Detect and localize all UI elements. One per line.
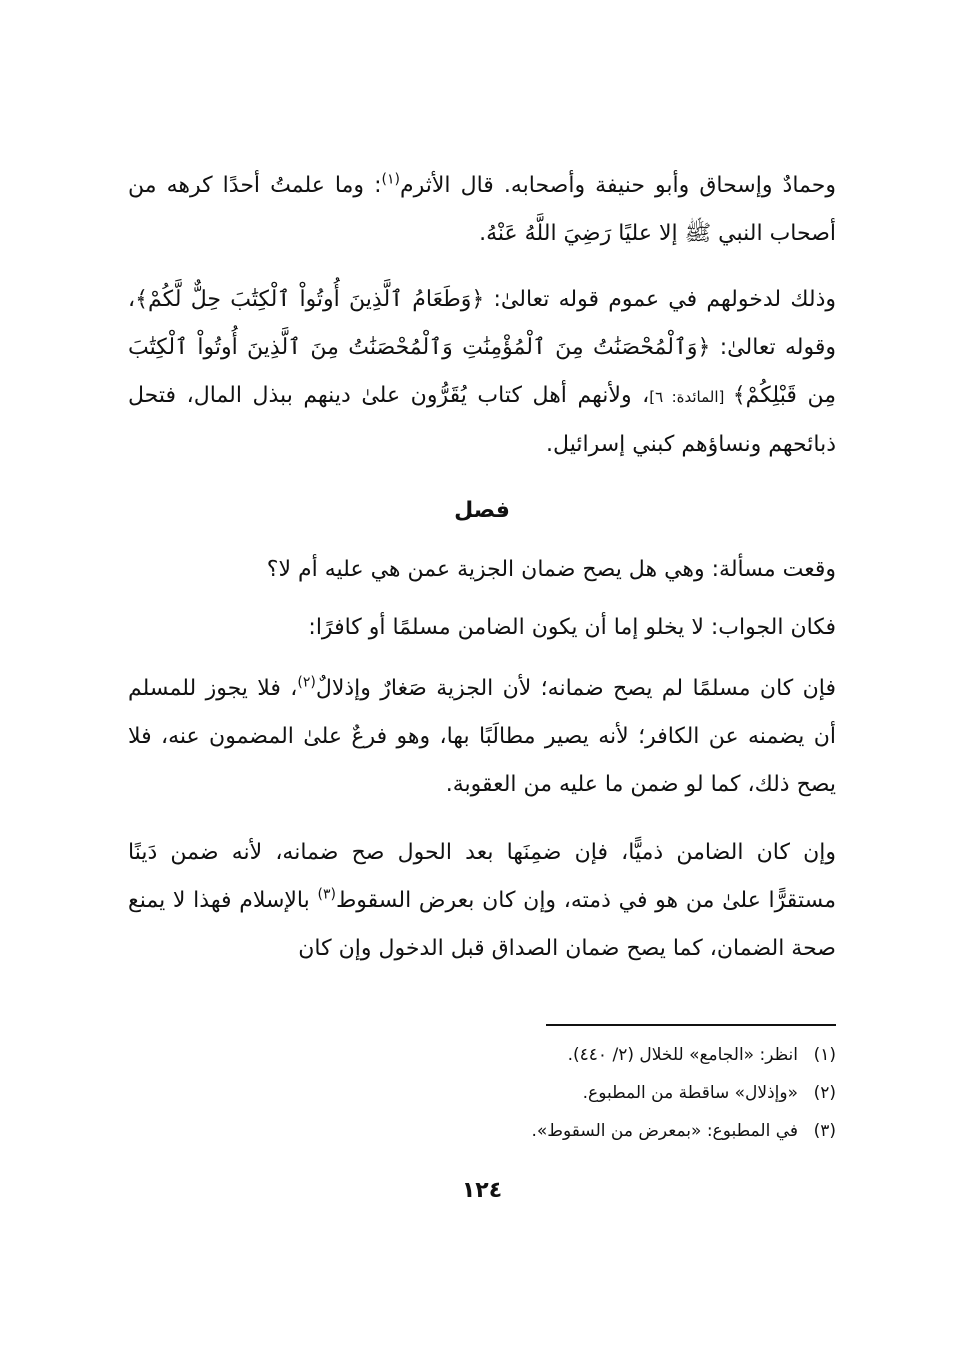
paragraph-5-text-b: ، فلا يجوز للمسلم أن يضمنه عن الكافر؛ لأنه يصير مطالَبًا بها، وهو فرعٌ علىٰ المضمون عنه، فلا يصح ذلك، كما لو ضمن ما عليه من العقوبة. (128, 676, 836, 797)
footnote-2 (128, 1074, 836, 1112)
quran-verse-2: ﴿وَٱلْمُحْصَنَٰتُ مِنَ ٱلْمُؤْمِنَٰتِ وَٱلْمُحْصَنَٰتُ مِنَ ٱلَّذِينَ أُوتُواْ ٱلْكِتَٰبَ مِن قَبْلِكُمْ﴾ (128, 335, 836, 408)
paragraph-2-outro: ، ولأنهم أهل كتاب يُقَرُّون علىٰ دينهم ببذل المال، فتحل ذبائحهم ونساؤهم كبني إسرائيل. (128, 383, 836, 457)
paragraph-2-intro: وذلك لدخولهم في عموم قوله تعالىٰ: (484, 287, 836, 312)
footnote-text: في المطبوع: «بمعرض من السقوط». (531, 1121, 798, 1141)
paragraph-6-text-b: بالإسلام فهذا لا يمنع صحة الضمان، كما يصح ضمان الصداق قبل الدخول وإن كان (128, 888, 836, 961)
section-heading: فصل (454, 498, 510, 523)
paragraph-1-text-b: : وما علمتُ أحدًا كرهه من أصحاب النبي ﷺ إلا عليًا رَضِيَ اللَّهُ عَنْهُ. (128, 173, 836, 246)
paragraph-5-text-a: فإن كان مسلمًا لم يصح ضمانه؛ لأن الجزية صَغارٌ وإذلالٌ (315, 676, 836, 701)
footnote-divider (546, 1024, 836, 1026)
paragraph-3 (128, 546, 836, 594)
footnote-text: انظر: «الجامع» للخلال (٢/ ٤٤٠). (567, 1045, 798, 1065)
footnote-ref-1[interactable]: (١) (381, 171, 400, 188)
page-number: ١٢٤ (461, 1178, 503, 1203)
footnote-ref-3[interactable]: (٣) (317, 886, 336, 903)
paragraph-1-text-a: وحمادٌ وإسحاق وأبو حنيفة وأصحابه. قال الأثرم (399, 173, 836, 198)
paragraph-5 (128, 665, 836, 809)
footnotes (128, 1036, 836, 1150)
paragraph-2-mid: ، وقوله تعالىٰ: (128, 287, 836, 360)
paragraph-6 (128, 829, 836, 973)
footnote-1 (128, 1036, 836, 1074)
paragraph-1 (128, 162, 836, 258)
surah-reference: [المائدة: ٦] (649, 388, 733, 406)
footnote-number: (٣) (813, 1121, 836, 1141)
paragraph-4 (128, 604, 836, 652)
footnote-number: (٢) (813, 1083, 836, 1103)
footnote-3 (128, 1112, 836, 1150)
footnote-text: «وإذلال» ساقطة من المطبوع. (582, 1083, 798, 1103)
quran-verse-1: ﴿وَطَعَامُ ٱلَّذِينَ أُوتُواْ ٱلْكِتَٰبَ حِلٌّ لَّكُمْ﴾ (135, 287, 485, 312)
footnote-number: (١) (813, 1045, 836, 1065)
paragraph-6-text-a: وإن كان الضامن ذميًّا، فإن ضمِنَها بعد الحول صح ضمانه، لأنه ضمن دَينًا مستقرًّا علىٰ من هو في ذمته، وإن كان بعرض السقوط (128, 840, 836, 913)
paragraph-3-text: وقعت مسألة: وهي هل يصح ضمان الجزية عمن هي عليه أم لا؟ (266, 557, 836, 582)
paragraph-2 (128, 276, 836, 469)
footnote-ref-2[interactable]: (٢) (297, 674, 316, 691)
paragraph-4-text: فكان الجواب: لا يخلو إما أن يكون الضامن مسلمًا أو كافرًا: (308, 615, 836, 640)
